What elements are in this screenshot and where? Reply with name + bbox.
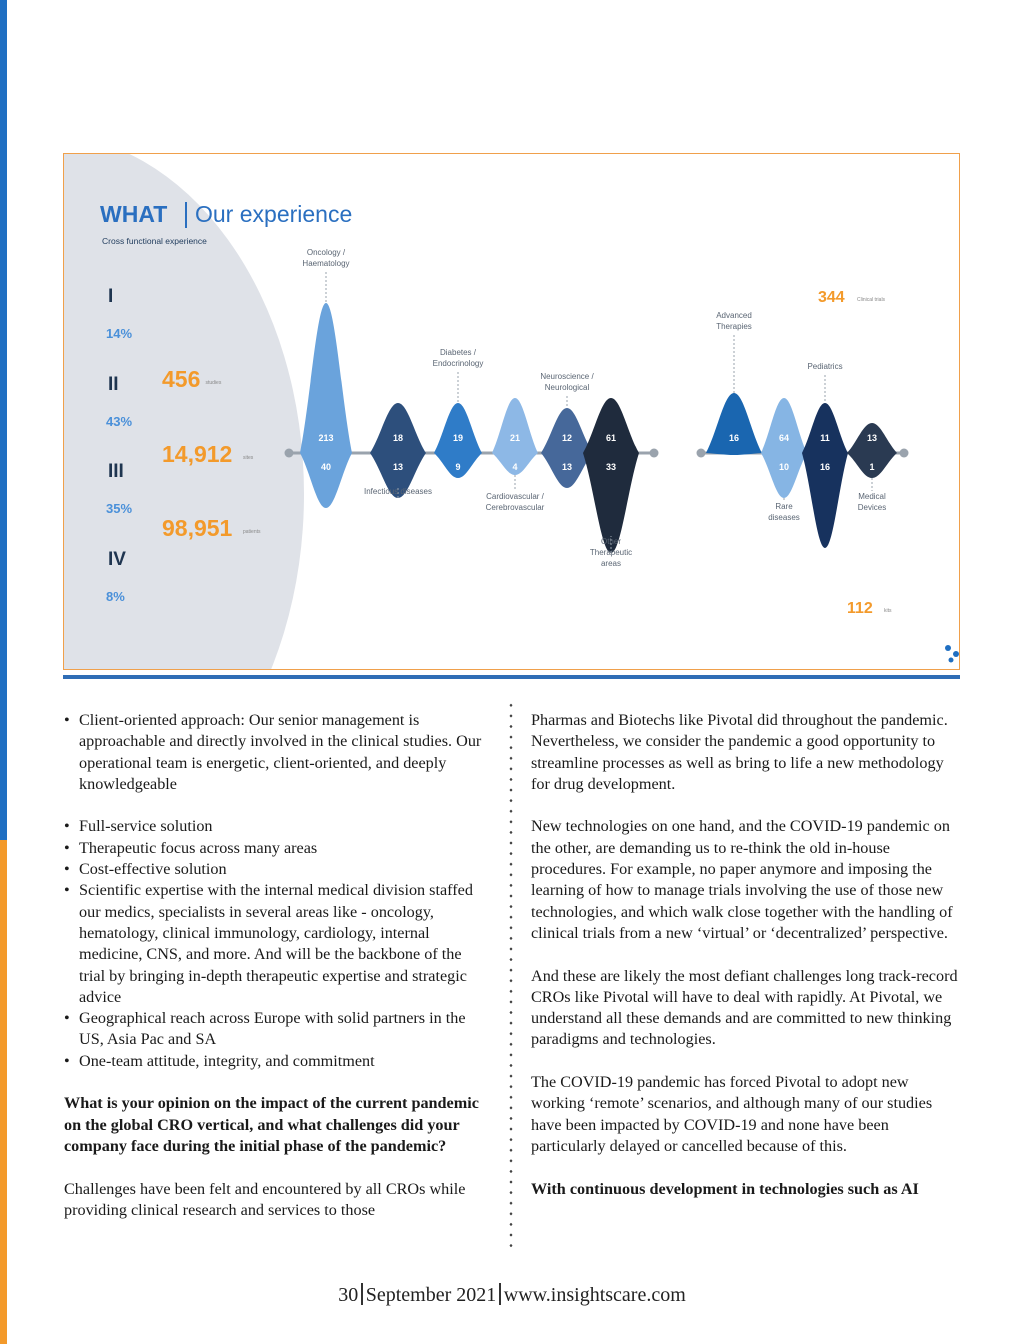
area-label: Other: [600, 537, 622, 546]
bullet-text: Geographical reach across Europe with solid partners in the US, Asia Pac and SA: [79, 1009, 466, 1049]
list-item: • Full-service solution: [64, 816, 489, 837]
stat-value: 456: [162, 366, 201, 392]
area-bottom-count: 10: [778, 462, 790, 472]
area-label: Rare: [775, 502, 793, 511]
brand-mark-icon: [945, 645, 959, 663]
axis-end-mid: [650, 449, 659, 458]
area-label: Cardiovascular /: [486, 492, 544, 501]
paragraph-1a: Pharmas and Biotechs like Pivotal did throughout the pandemic.: [531, 711, 948, 729]
area-shape: [583, 398, 639, 553]
area-label: Neuroscience /: [540, 372, 594, 381]
phase-percent: 43%: [106, 414, 133, 429]
paragraph-2: New technologies on one hand, and the COVID-19 pandemic on the other, are demanding us to re-think the old in-house procedures. For example, no paper anymore and imposing the learning of how to manage trials involving the use of those new technologies, and which walk close together with the handling of clinical trials from a new ‘virtual’ or ‘decentralized’ perspective.: [531, 817, 953, 942]
paragraph-4: The COVID-19 pandemic has forced Pivotal to adopt new working ‘remote’ scenarios, and although many of our studies have been impacted by COVID-19 and none have been particularly delayed or cancelled because of this.: [531, 1073, 933, 1155]
area-top-count: 61: [605, 433, 617, 443]
trials-count: 344: [818, 289, 845, 306]
experience-infographic: [64, 154, 960, 670]
paragraph-5: With continuous development in technologies such as AI: [531, 1179, 919, 1198]
area-label: Neurological: [544, 383, 590, 392]
kits-note: kits: [884, 608, 892, 614]
phase-label: II: [108, 374, 119, 395]
figure-subtitle: Cross functional experience: [102, 236, 207, 246]
area-label: Pediatrics: [807, 362, 843, 371]
stat-note: patients: [243, 529, 261, 535]
issue-date: September 2021: [365, 1284, 497, 1306]
page-edge-blue-bar: [0, 0, 7, 840]
phase-percent: 35%: [106, 501, 133, 516]
area-label: Therapies: [716, 322, 752, 331]
axis-end-right: [900, 449, 909, 458]
area-label: Haematology: [302, 259, 350, 268]
phase-label: III: [108, 461, 124, 482]
stat-note: sites: [243, 455, 254, 461]
area-bottom-count: 40: [320, 462, 332, 472]
area-bottom-count: 33: [605, 462, 617, 472]
area-label: areas: [600, 559, 622, 568]
area-top-count: 12: [561, 433, 573, 443]
area-label: Medical: [858, 492, 886, 501]
list-item: • Geographical reach across Europe with solid partners in the US, Asia Pac and SA: [64, 1008, 489, 1051]
area-bottom-count: 9: [455, 462, 461, 472]
area-top-count: 11: [820, 433, 830, 443]
bullet-text: One-team attitude, integrity, and commitment: [79, 1051, 375, 1070]
phase-label: IV: [108, 549, 126, 570]
experience-figure: [63, 153, 960, 670]
left-column: [64, 710, 489, 1221]
phase-label: I: [108, 286, 114, 307]
page-footer: [0, 1283, 1024, 1307]
feature-bullet-list: [64, 816, 489, 1072]
area-label: Therapeutic: [589, 548, 633, 557]
area-label: Infectious diseases: [363, 487, 433, 496]
interview-question: What is your opinion on the impact of the current pandemic on the global CRO vertical, and what challenges did your company face during the initial phase of the pandemic?: [64, 1094, 479, 1155]
phase-percent: 14%: [106, 326, 133, 341]
bullet-text: Cost-effective solution: [79, 860, 227, 879]
area-shape: [541, 408, 593, 488]
stat-value: 14,912: [162, 441, 233, 467]
area-top-count: 213: [318, 433, 334, 443]
bullet-text: Therapeutic focus across many areas: [79, 838, 318, 857]
axis-end-left: [285, 449, 294, 458]
area-shape: [370, 403, 426, 498]
page-number: 30: [338, 1284, 359, 1306]
intro-bullet-text: Client-oriented approach: Our senior management is approachable and directly involved in the clinical studies. Our operational team is energetic, client-oriented, and deeply knowledgeable: [79, 711, 482, 793]
axis-end-right-start: [697, 449, 706, 458]
area-label: Advanced: [716, 311, 752, 320]
area-label: Devices: [857, 503, 887, 512]
area-bottom-count: 13: [392, 462, 404, 472]
phase-backdrop: [64, 154, 304, 670]
stat-note: studies: [205, 380, 222, 386]
list-item: • One-team attitude, integrity, and commitment: [64, 1051, 489, 1072]
area-shape: [802, 403, 848, 548]
area-bottom-count: 4: [512, 462, 518, 472]
paragraph-1b: Nevertheless, we consider the pandemic a good opportunity to streamline processes as well as bring to life a new methodology for drug development.: [531, 732, 944, 793]
figure-title-what: WHAT: [100, 201, 168, 227]
area-label: Endocrinology: [432, 359, 484, 368]
list-item: • Scientific expertise with the internal medical division staffed our medics, specialists in several areas like - oncology, hematology, clinical immunology, cardiology, internal medicine, CNS, and more. And will be the backbone of the trial by bringing in-depth therapeutic expertise and strategic advice: [64, 880, 489, 1008]
area-bottom-count: 16: [819, 462, 831, 472]
figure-bottom-rule: [63, 675, 960, 679]
right-column: [531, 710, 961, 1200]
area-label: Oncology /: [306, 248, 346, 257]
area-shape: [300, 303, 352, 508]
column-divider: [509, 700, 513, 1252]
footer-separator: [499, 1283, 501, 1305]
area-top-count: 16: [728, 433, 740, 443]
area-bottom-count: 1: [869, 462, 875, 472]
area-bottom-count: 13: [561, 462, 573, 472]
answer-paragraph: Challenges have been felt and encountered by all CROs while providing clinical research and services to those: [64, 1179, 466, 1219]
paragraph-3: And these are likely the most defiant challenges long track-record CROs like Pivotal will have to deal with rapidly. At Pivotal, we understand all these demands and are committed to new thinking paradigms and technologies.: [531, 966, 958, 1049]
area-top-count: 19: [452, 433, 464, 443]
area-shape: [706, 393, 762, 455]
area-top-count: 64: [778, 433, 790, 443]
stat-value: 98,951: [162, 515, 233, 541]
area-top-count: 21: [509, 433, 521, 443]
therapeutic-areas: [300, 248, 897, 568]
area-top-count: 18: [392, 433, 404, 443]
bullet-text: Scientific expertise with the internal medical division staffed our medics, specialists in several areas like - oncology, hematology, clinical immunology, cardiology, internal medicine, CNS, and more. And will be the backbone of the trial by bringing in-depth therapeutic expertise and strategic advice: [79, 881, 473, 1006]
list-item: • Therapeutic focus across many areas: [64, 838, 489, 859]
area-label: Diabetes /: [439, 348, 477, 357]
trials-note: Clinical trials: [857, 297, 886, 303]
area-top-count: 13: [866, 433, 878, 443]
list-item: • Cost-effective solution: [64, 859, 489, 880]
bullet-text: Full-service solution: [79, 817, 213, 836]
figure-title-rest: Our experience: [195, 201, 353, 227]
website-link[interactable]: www.insightscare.com: [503, 1284, 686, 1306]
area-shape: [761, 398, 807, 498]
page-edge-orange-bar: [0, 840, 7, 1344]
figure-title-separator: [185, 202, 187, 228]
area-label: diseases: [768, 513, 800, 522]
list-item: • Client-oriented approach: Our senior management is approachable and directly involved in the clinical studies. Our operational team is energetic, client-oriented, and deeply knowledgeable: [64, 710, 489, 795]
area-label: Cerebrovascular: [485, 503, 545, 512]
kits-count: 112: [847, 600, 873, 617]
phase-percent: 8%: [106, 589, 125, 604]
footer-separator: [361, 1283, 363, 1305]
